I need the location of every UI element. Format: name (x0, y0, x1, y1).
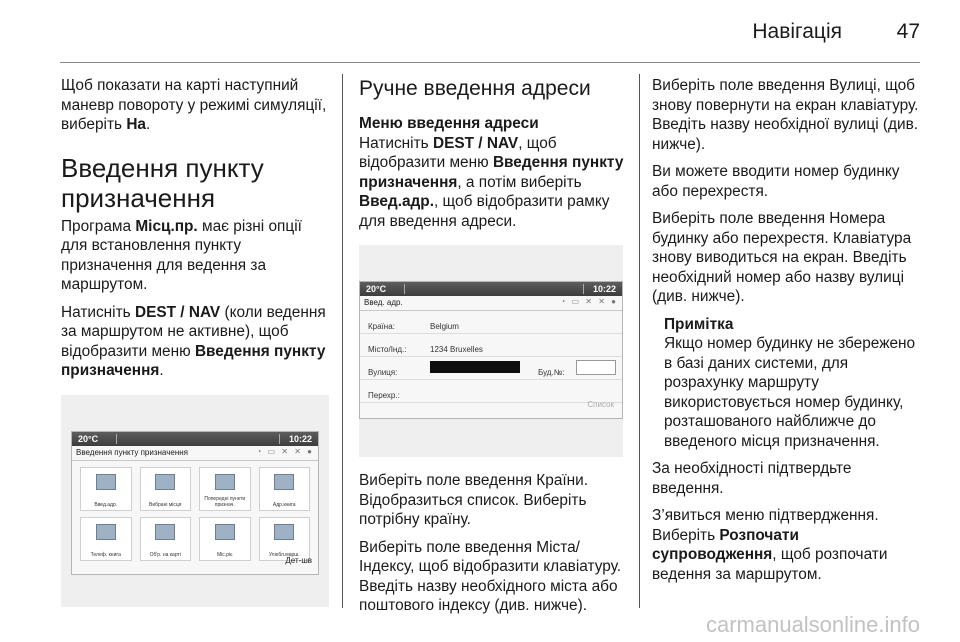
paragraph: Виберіть поле введення Номера будинку або перехрестя. Клавіатура знову виводиться на екран. Введіть необхідний номер або назву вулиці (див. нижче). (652, 210, 912, 305)
column-2 (359, 76, 627, 624)
street-value-redacted (430, 361, 520, 373)
note-block (664, 315, 924, 452)
screen-title: Введ. адр. ◔ ▭ ✕ ✕ ● (360, 296, 622, 311)
paragraph: Виберіть поле введення Міста/Індексу, щоб відобразити клавіатуру. Введіть назву необхідного міста або поштового індексу (див. нижче). (359, 538, 622, 614)
tile-poi[interactable]: Об'р. на карті (140, 517, 192, 561)
paragraph: За необхідності підтвердьте введення. (652, 460, 852, 497)
paragraph: Натисніть DEST / NAV, щоб відобразити меню Введення пункту призначення, а потім виберіть Введ.адр., щоб відобразити рамку для введення адреси. (359, 134, 624, 230)
details-button[interactable]: Дет-шв (285, 556, 312, 565)
page-header-title: Навігація (752, 20, 842, 43)
column-1 (61, 76, 329, 617)
page-number: 47 (896, 20, 920, 43)
destination-options-grid (72, 461, 318, 567)
note-title: Примітка (664, 315, 734, 333)
address-entry-screenshot (359, 245, 623, 457)
tile-address-entry[interactable]: Введ.адр. (80, 467, 132, 511)
temperature-readout: 20°C (366, 284, 387, 294)
map-icon (215, 474, 235, 490)
section-heading: Ручне введення адреси (359, 77, 591, 100)
infotainment-screen (71, 431, 319, 575)
route-icon (274, 524, 294, 540)
paragraph: Натисніть DEST / NAV (коли ведення за маршрутом не активне), щоб відобразити меню Введення пункту призначення. (61, 303, 326, 379)
clock-readout: 10:22 (592, 284, 616, 294)
note-text: Якщо номер будинку не збережено в базі даних системи, для розрахунку маршруту використовується номер будинку, розташованого найближче до введеного місця призначення. (664, 335, 916, 450)
screen-title: Введення пункту призначення ◔ ▭ ✕ ✕ ● (72, 446, 318, 461)
header-divider (60, 62, 920, 63)
subsection-heading: Меню введення адреси (359, 115, 539, 132)
watermark: carmanualsonline.info (705, 612, 920, 637)
list-button[interactable]: Список (587, 399, 614, 409)
paragraph: Щоб показати на карті наступний маневр повороту у режимі симуляції, виберіть На. (61, 77, 327, 133)
section-heading: Введення пункту призначення (61, 152, 264, 213)
column-divider (342, 74, 343, 608)
paragraph: Програма Місц.пр. має різні опції для встановлення пункту призначення для ведення за маршрутом. (61, 217, 302, 293)
house-number-field[interactable] (576, 360, 616, 375)
paragraph: Виберіть поле введення Країни. Відобразиться список. Виберіть потрібну країну. (359, 472, 589, 528)
temperature-readout: 20°C (78, 433, 99, 444)
column-3 (652, 76, 924, 592)
country-field[interactable]: Країна: Belgium (360, 311, 622, 334)
map-icon (96, 474, 116, 490)
phone-book-icon (96, 524, 116, 540)
clock-readout: 10:22 (288, 433, 312, 444)
tile-address-book[interactable]: Адр.книга (259, 467, 311, 511)
infotainment-screen (359, 281, 623, 419)
paragraph: Виберіть поле введення Вулиці, щоб знову повернути на екран клавіатуру. Введіть назву необхідної вулиці (див. нижче). (652, 77, 919, 153)
status-icons: ◔ ▭ ✕ ✕ ● (256, 446, 314, 456)
tile-map[interactable]: Міс.ріє (199, 517, 251, 561)
tile-favourites[interactable]: Вибрані місця (140, 467, 192, 511)
status-bar (360, 282, 622, 296)
destination-menu-screenshot (61, 395, 329, 607)
map-icon (155, 474, 175, 490)
city-field[interactable]: Місто/Інд.: 1234 Bruxelles (360, 334, 622, 357)
book-icon (274, 474, 294, 490)
map-icon (215, 524, 235, 540)
map-icon (155, 524, 175, 540)
street-field[interactable]: Вулиця: Буд.№: (360, 357, 622, 380)
tile-favourite-routes[interactable]: Улюбл.марш. (259, 517, 311, 561)
status-icons: ◔ ▭ ✕ ✕ ● (560, 297, 618, 306)
tile-phone-book[interactable]: Телеф. книга (80, 517, 132, 561)
tile-previous-destinations[interactable]: Попередні пункти признач. (199, 467, 251, 511)
paragraph: Ви можете вводити номер будинку або перехрестя. (652, 163, 900, 200)
column-divider (639, 74, 640, 608)
paragraph: З’явиться меню підтвердження. Виберіть Розпочати супроводження, щоб розпочати ведення за маршрутом. (652, 507, 888, 583)
status-bar (72, 432, 318, 446)
crossing-field[interactable]: Перехр.: (360, 380, 622, 403)
